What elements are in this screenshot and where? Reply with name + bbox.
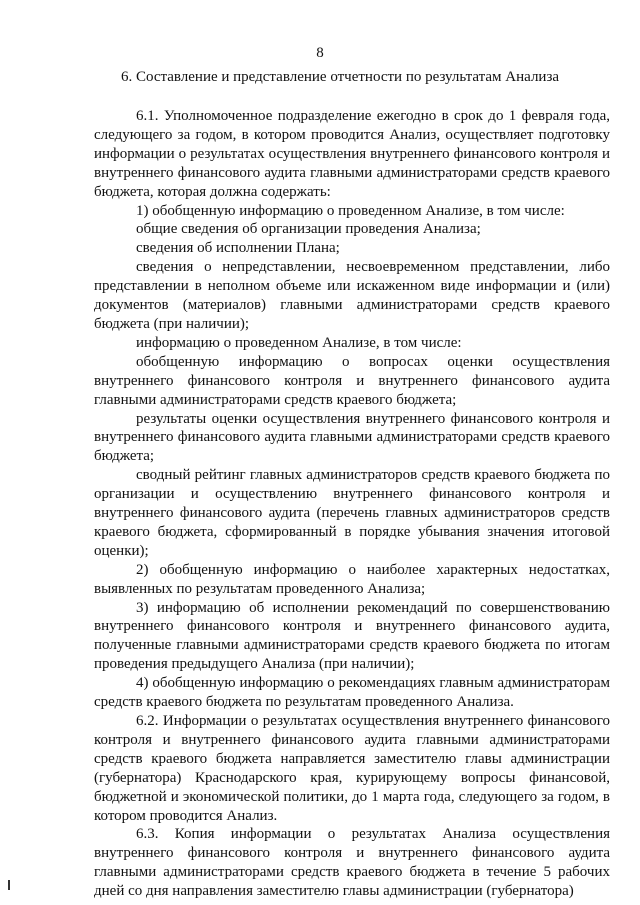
paragraph-item-2: 2) обобщенную информацию о наиболее характерных недостатках, выявленных по результатам проведенного Анализа; [94,561,610,597]
paragraph-assessment-results: результаты оценки осуществления внутреннего финансового контроля и внутреннего финансового аудита главными администраторами средств краевого бюджета; [94,410,610,465]
margin-mark [8,880,10,890]
paragraph-analysis-info: информацию о проведенном Анализе, в том числе: [136,334,462,351]
section-heading: 6. Составление и представление отчетности по результатам Анализа [120,69,560,85]
paragraph-nonsubmission: сведения о непредставлении, несвоевременном представлении, либо представлении в неполном объеме или искаженном виде информации и (или) документов (материалов) главными администраторами средств краевого бюджета (при наличии); [94,259,610,332]
page-number: 8 [316,45,324,61]
paragraph-assessment-questions: обобщенную информацию о вопросах оценки осуществления внутреннего финансового контроля и внутреннего финансового аудита главными администраторами средств краевого бюджета; [94,353,610,408]
paragraph-6-1: 6.1. Уполномоченное подразделение ежегодно в срок до 1 февраля года, следующего за годом, в котором проводится Анализ, осуществляет подготовку информации о результатах осуществления внутреннего финансового контроля и внутреннего финансового аудита главными администраторами средств краевого бюджета, которая должна содержать: [94,108,610,200]
paragraph-item-1: 1) обобщенную информацию о проведенном Анализе, в том числе: [136,202,565,219]
paragraph-rating: сводный рейтинг главных администраторов средств краевого бюджета по организации и осуществлению внутреннего финансового контроля и внутреннего финансового аудита (перечень главных администраторов средств краевого бюджета, сформированный в порядке убывания значения итоговой оценки); [94,467,610,559]
document-body [94,107,610,901]
paragraph-6-3: 6.3. Копия информации о результатах Анализа осуществления внутреннего финансового контроля и внутреннего финансового аудита главными администраторами средств краевого бюджета в течение 5 рабочих дней со дня направления заместителю главы администрации (губернатора) [94,826,610,900]
paragraph-plan-execution: сведения об исполнении Плана; [136,240,340,257]
paragraph-item-3: 3) информацию об исполнении рекомендаций по совершенствованию внутреннего финансового контроля и внутреннего финансового аудита, полученные главными администраторами средств краевого бюджета по итогам проведения предыдущего Анализа (при наличии); [94,599,610,673]
paragraph-item-4: 4) обобщенную информацию о рекомендациях главным администраторам средств краевого бюджета по результатам проведенного Анализа. [94,675,610,711]
paragraph-6-2: 6.2. Информации о результатах осуществления внутреннего финансового контроля и внутреннего финансового аудита главными администраторами средств краевого бюджета направляется заместителю главы администрации (губернатора) Краснодарского края, курирующему вопросы финансовой, бюджетной и экономической политики, до 1 марта года, следующего за годом, в котором проводится Анализ. [94,713,610,824]
paragraph-general-info: общие сведения об организации проведения Анализа; [136,221,481,238]
